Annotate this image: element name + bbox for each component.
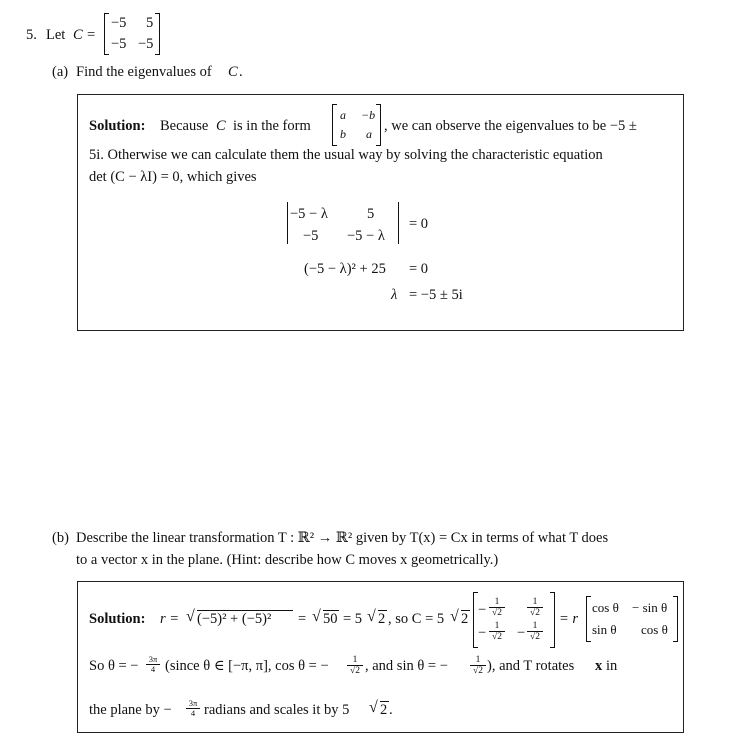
sqrt-inner: (−5)² + (−5)² — [197, 611, 272, 627]
eq1-rhs: = 0 — [409, 216, 429, 232]
sqrt-sign: √ — [186, 608, 195, 625]
eq2-lhs: (−5 − λ)² + 25 — [304, 261, 386, 277]
matrix-c-cell: −5 — [138, 36, 154, 52]
matrix-c-cell: −5 — [111, 36, 127, 52]
solution-b-line2: ), and T rotates — [487, 658, 575, 674]
vector-x: x — [595, 658, 603, 674]
det-cell: 5 — [367, 206, 375, 222]
det-cell: −5 — [303, 228, 319, 244]
solution-a-var: C — [216, 118, 226, 134]
sqrt-sign: √ — [367, 608, 376, 625]
sqrt-2: 2 — [380, 702, 388, 718]
problem-intro: Let — [46, 27, 66, 43]
matrix-fraction: $\frac{1}{√2}$ — [527, 621, 543, 642]
sqrt-2: 2 — [461, 611, 469, 627]
solution-b-line2: So θ = − — [89, 658, 139, 674]
rot-cell: cos θ — [641, 622, 668, 637]
matrix-c-cell: −5 — [111, 15, 127, 31]
sqrt-50: 50 — [323, 611, 338, 627]
matrix-fraction: $\frac{1}{√2}$ — [489, 621, 505, 642]
so-c-equals: , so C = 5 — [388, 611, 445, 627]
rot-cell: sin θ — [592, 622, 617, 637]
part-a-question-end: . — [239, 64, 243, 80]
cos-fraction: $\frac{1}{√2}$ — [347, 655, 363, 676]
matrix-fraction: $\frac{1}{√2}$ — [489, 597, 505, 618]
sin-fraction: $\frac{1}{√2}$ — [470, 655, 486, 676]
matrix-sign: − — [478, 625, 487, 641]
sqrt-sign: √ — [450, 608, 459, 625]
solution-b-line3: radians and scales it by 5 — [204, 702, 350, 718]
sqrt-sign: √ — [312, 608, 321, 625]
solution-a-heading: Solution: — [89, 118, 146, 134]
form-matrix-cell: −b — [361, 108, 376, 122]
part-b-question-line2: to a vector x in the plane. (Hint: describe how C moves x geometrically.) — [76, 552, 499, 568]
solution-b-line3: the plane by − — [89, 702, 172, 718]
solution-a-text: Because — [160, 118, 209, 134]
det-cell: −5 − λ — [290, 206, 328, 222]
solution-b-heading: Solution: — [89, 611, 146, 627]
matrix-sign: − — [517, 625, 526, 641]
solution-a-line3: det (C − λI) = 0, which gives — [89, 169, 257, 185]
matrix-sign: − — [478, 602, 487, 618]
det-cell: −5 − λ — [347, 228, 385, 244]
part-b-label: (b) — [52, 530, 69, 546]
form-matrix-cell: b — [340, 127, 346, 141]
matrix-fraction: $\frac{1}{√2}$ — [527, 597, 543, 618]
solution-b-line2: in — [606, 658, 618, 674]
form-matrix-cell: a — [366, 127, 372, 141]
form-matrix-cell: a — [340, 108, 346, 122]
eq3-lhs: λ — [391, 287, 398, 303]
part-a-question: Find the eigenvalues of — [76, 64, 212, 80]
part-b-question-line1: Describe the linear transformation T : ℝ² → ℝ² given by T(x) = Cx in terms of what T does — [76, 530, 609, 546]
solution-a-text: is in the form — [233, 118, 311, 134]
matrix-c-cell: 5 — [146, 15, 154, 31]
sqrt-2: 2 — [378, 611, 386, 627]
equals-sign: = — [298, 611, 307, 627]
solution-a-line2: 5i. Otherwise we can calculate them the usual way by solving the characteristic equation — [89, 147, 603, 163]
period: . — [389, 702, 393, 718]
sqrt-sign: √ — [369, 699, 378, 716]
r-expr: r = — [160, 611, 180, 627]
solution-b-line2: , and sin θ = − — [365, 658, 448, 674]
problem-number: 5. — [26, 27, 37, 43]
equals-sign: = — [87, 27, 96, 43]
equals-5: = 5 — [343, 611, 363, 627]
eq3-rhs: = −5 ± 5i — [409, 287, 463, 303]
part-a-question-var: C — [228, 64, 238, 80]
angle-fraction: $\frac{3\pi}{4}$ — [186, 699, 200, 718]
eq2-rhs: = 0 — [409, 261, 429, 277]
solution-a-text: , we can observe the eigenvalues to be −5 ± — [384, 118, 637, 134]
solution-b-line2: (since θ ∈ [−π, π], cos θ = − — [165, 658, 329, 674]
equals-r: = r — [559, 611, 579, 627]
rot-cell: cos θ — [592, 600, 619, 615]
matrix-c-var: C — [73, 27, 83, 43]
theta-fraction: $\frac{3\pi}{4}$ — [146, 655, 160, 674]
part-a-label: (a) — [52, 64, 69, 80]
rot-cell: − sin θ — [632, 600, 668, 615]
